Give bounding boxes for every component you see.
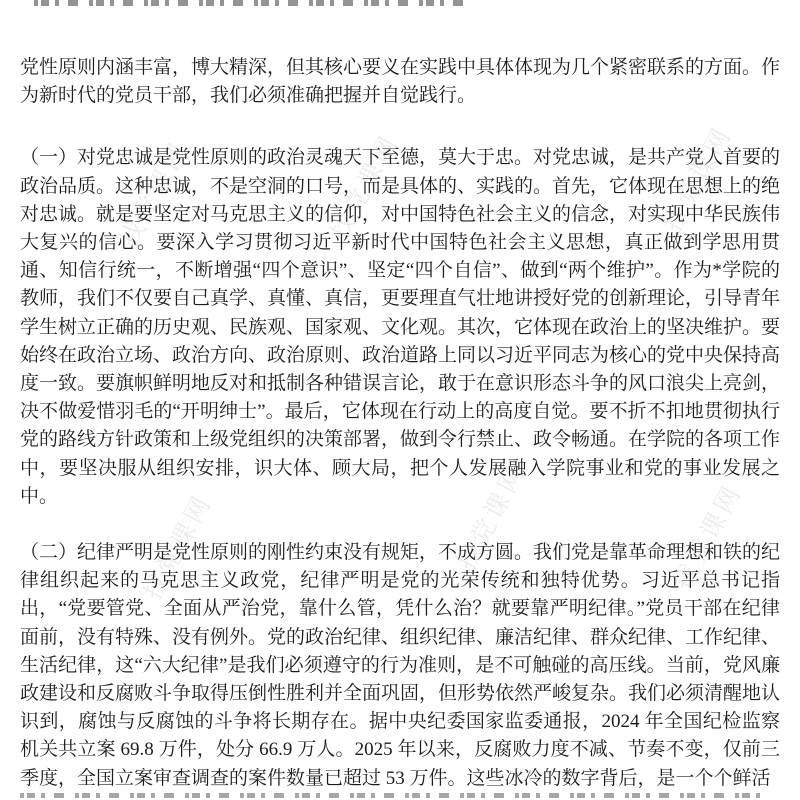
- watermark-text: 找党课网: [453, 459, 532, 575]
- watermark-text: 找党课网: [669, 479, 748, 595]
- document-body: [20, 54, 780, 793]
- watermark-text: 找党课网: [116, 136, 195, 252]
- watermark-text: 找党课网: [659, 121, 738, 237]
- watermark-text: 找党课网: [139, 489, 218, 605]
- paragraph-strict-discipline: （二）纪律严明是党性原则的刚性约束没有规矩，不成方圆。我们党是靠革命理想和铁的纪律组织起来的马克思主义政党，纪律严明是党的光荣传统和独特优势。习近平总书记指出，“党要管党、全面从严治党，靠什么管，凭什么治？就要靠严明纪律。”党员干部在纪律面前，没有特殊、没有例外。党的政治纪律、组织纪律、廉洁纪律、群众纪律、工作纪律、生活纪律，这“六大纪律”是我们必须遵守的行为准则，是不可触碰的高压线。当前，党风廉政建设和反腐败斗争取得压倒性胜利并全面巩固，但形势依然严峻复杂。我们必须清醒地认识到，腐蚀与反腐蚀的斗争将长期存在。据中央纪委国家监委通报，2024 年全国纪检监察机关共立案 69.8 万件，处分 66.9 万人。2025 年以来，反腐败力度不减、节奏不变，仅前三季度，全国立案审查调查的案件数量已超过 53 万件。这些冰冷的数字背后，是一个个鲜活: [20, 542, 781, 789]
- paragraph-intro: 党性原则内涵丰富，博大精深，但其核心要义在实践中具体体现为几个紧密联系的方面。作为新时代的党员干部，我们必须准确把握并自觉践行。: [20, 57, 781, 107]
- clipped-line-bottom: [20, 793, 764, 798]
- paragraph-loyalty-to-party: （一）对党忠诚是党性原则的政治灵魂天下至德，莫大于忠。对党忠诚，是共产党人首要的政治品质。这种忠诚，不是空洞的口号，而是具体的、实践的。首先，它体现在思想上的绝对忠诚。就是要坚定对马克思主义的信仰，对中国特色社会主义的信念，对实现中华民族伟大复兴的信心。要深入学习贯彻习近平新时代中国特色社会主义思想，真正做到学思用贯通、知信行统一，不断增强“四个意识”、坚定“四个自信”、做到“两个维护”。作为*学院的教师，我们不仅要自己真学、真懂、真信，更要理直气壮地讲授好党的创新理论，引导青年学生树立正确的历史观、民族观、国家观、文化观。其次，它体现在政治上的坚决维护。要始终在政治立场、政治方向、政治原则、政治道路上同以习近平同志为核心的党中央保持高度一致。要旗帜鲜明地反对和抵制各种错误言论，敢于在意识形态斗争的风口浪尖上亮剑，决不做爱惜羽毛的“开明绅士”。最后，它体现在行动上的高度自觉。要不折不扣地贯彻执行党的路线方针政策和上级党组织的决策部署，做到令行禁止、政令畅通。在学院的各项工作中，要坚决服从组织安排，识大体、顾大局，把个人发展融入学院事业和党的事业发展之中。: [20, 147, 781, 507]
- watermark-text: 找党课网: [326, 129, 405, 245]
- clipped-line-top: [34, 0, 466, 6]
